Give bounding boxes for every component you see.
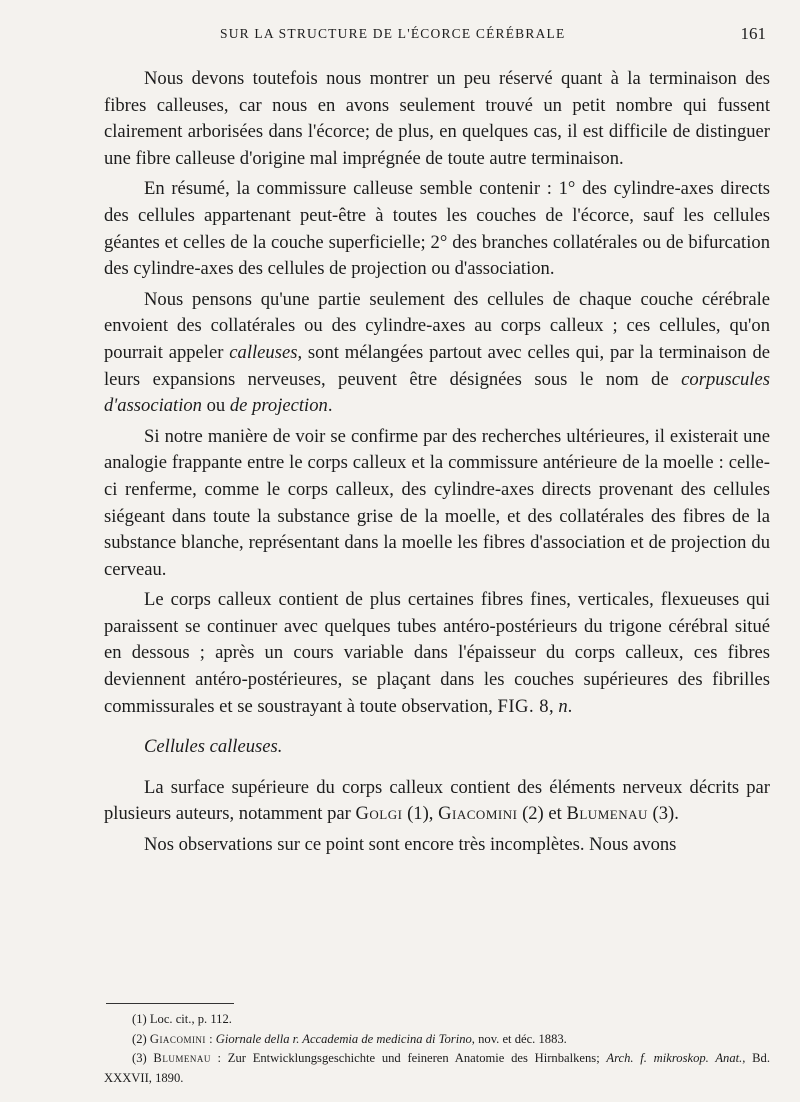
footnote-2 (104, 1030, 770, 1050)
text-run: (2) et (517, 803, 567, 825)
paragraph-fibres-fines (104, 587, 770, 720)
text-run: La surface supérieure du corps calleux contient des éléments nerveux décrits par plusieurs auteurs, notamment par (104, 776, 770, 825)
footnote-author: Blumenau (153, 1051, 211, 1065)
page-header (100, 22, 770, 48)
term-calleuses: calleuses (229, 341, 298, 363)
text-run: , (549, 695, 559, 717)
paragraph-analogie: Si notre manière de voir se confirme par des recherches ultérieures, il existerait une analogie frappante entre le corps calleux et la commissure antérieure de la moelle : celle-ci renferme, comme le corps calleux, des cylindre-axes directs provenant des cellules siégeant dans toute la substance grise de la moelle, et des collatérales des fibres de la substance blanche, représentant dans la moelle les fibres d'association et de projection du cerveau. (104, 425, 770, 580)
term-corpuscules-association: corpuscules d'association (104, 368, 770, 417)
text-run: , nov. et déc. 1883. (471, 1031, 567, 1046)
footnote-author: Giacomini (149, 1031, 206, 1046)
author-blumenau: Blumenau (566, 803, 648, 825)
text-run: (3). (647, 803, 679, 825)
text-run: (1), (402, 803, 439, 825)
section-heading: Cellules calleuses. (144, 736, 283, 758)
paragraph-resume: En résumé, la commissure calleuse semble contenir : 1° des cylindre-axes directs des cellules appartenant peut-être à toutes les couches de l'écorce, sauf les cellules géantes et celles de la couche superficielle; 2° des branches collatérales ou de bifurcation des cylindre-axes des cellules de projection ou d'association. (104, 178, 770, 280)
footnote-rule (106, 1003, 234, 1004)
paragraph-surface-superieure (104, 775, 770, 828)
text-run: ou (201, 395, 230, 417)
text-run: (2) (132, 1031, 150, 1046)
running-title: SUR LA STRUCTURE DE L'ÉCORCE CÉRÉBRALE (220, 26, 566, 41)
text-run: Le corps calleux contient de plus certaines fibres fines, verticales, flexueuses qui paraissent se continuer avec quelques tubes antéro-postérieurs du trigone cérébral situé en dessous ; après un cours variable dans l'épaisseur du corps calleux, ces fibres deviennent antéro-postérieures, se plaçant dans les couches supérieures des fibrilles commissurales et se soustrayant à toute observation, (104, 589, 770, 717)
figure-reference: FIG. 8 (497, 695, 550, 717)
footnote-1: (1) Loc. cit., p. 112. (132, 1012, 232, 1026)
footnote-journal: Arch. f. mikroskop. Anat. (606, 1051, 743, 1065)
text-run: : (205, 1031, 216, 1046)
paragraph-cellules-calleuses-intro (104, 287, 770, 420)
author-golgi: Golgi (355, 803, 403, 825)
text-run: (3) (132, 1051, 154, 1065)
text-run: . (327, 395, 333, 417)
body-text (104, 66, 770, 863)
term-de-projection: de projection (229, 395, 328, 417)
text-run: . (567, 695, 573, 717)
author-giacomini: Giacomini (438, 803, 518, 825)
text-run: , sont mélangées partout avec celles qui, par la terminaison de leurs expansions nerveuses, peuvent être désignées sous le nom de (104, 341, 770, 390)
figure-label-n: n (558, 695, 568, 717)
footnote-3 (104, 1049, 770, 1088)
paragraph-observations: Nos observations sur ce point sont encore très incomplètes. Nous avons (144, 834, 677, 856)
footnote-journal: Giornale della r. Accademia de medicina di Torino (215, 1031, 472, 1046)
footnotes (104, 1010, 770, 1088)
text-run: : Zur Entwicklungsgeschichte und feineren Anatomie des Hirnbalkens; (210, 1051, 607, 1065)
page-number: 161 (740, 24, 766, 43)
text-run: , Bd. XXXVII, 1890. (104, 1051, 771, 1085)
paragraph-fibres-calleuses: Nous devons toutefois nous montrer un peu réservé quant à la terminaison des fibres calleuses, car nous en avons seulement trouvé un petit nombre qui fussent clairement arborisées dans l'écorce; de plus, en quelques cas, il est difficile de distinguer une fibre calleuse d'origine mal imprégnée de toute autre terminaison. (104, 68, 770, 169)
text-run: Nous pensons qu'une partie seulement des cellules de chaque couche cérébrale envoient des collatérales ou des cylindre-axes au corps calleux ; ces cellules, qu'on pourrait appeler (104, 288, 770, 363)
